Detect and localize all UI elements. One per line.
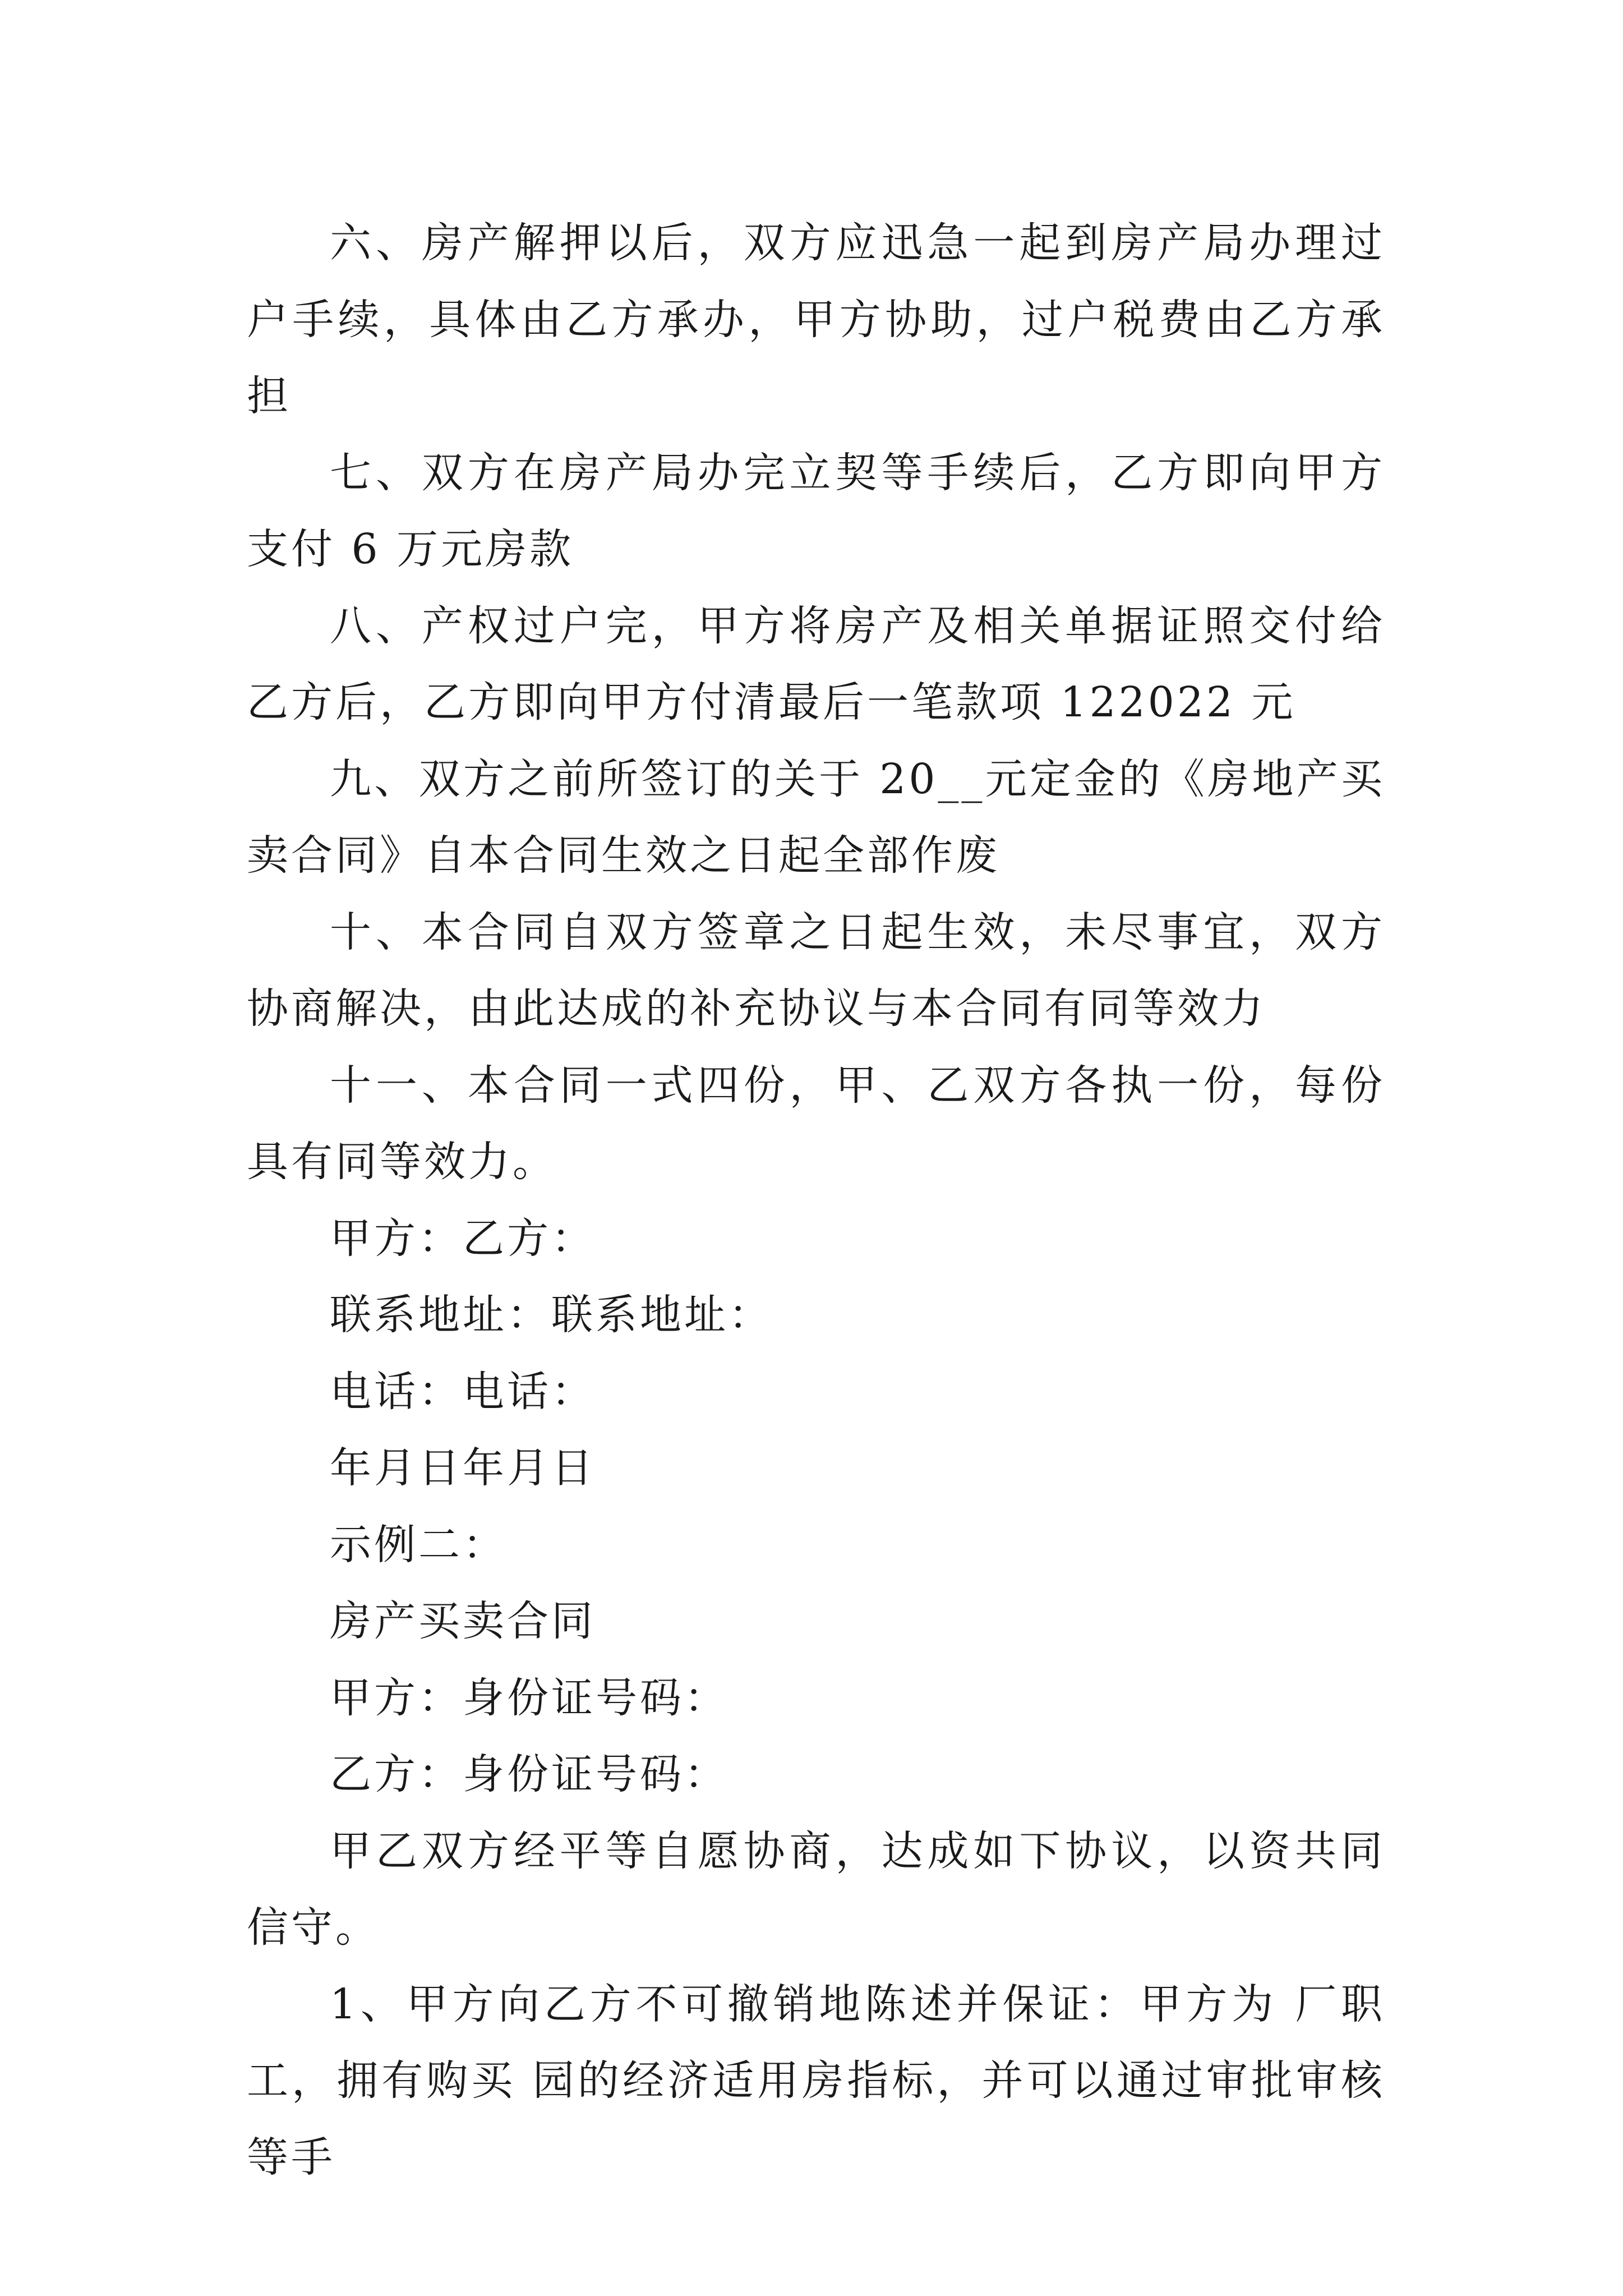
contract-title: 房产买卖合同 [330,1597,596,1645]
signature-party-line: 甲方：乙方： [330,1214,596,1263]
signature-address-line: 联系地址：联系地址： [330,1291,773,1339]
signature-phone-line: 电话：电话： [330,1367,596,1416]
signature-date-line: 年月日年月日 [330,1444,596,1492]
clause-1: 1、甲方向乙方不可撤销地陈述并保证：甲方为 厂职工，拥有购买 园的经济适用房指标，并可以通过审批审核等手 [247,1980,1385,2182]
agreement-preamble: 甲乙双方经平等自愿协商，达成如下协议，以资共同信守。 [247,1826,1385,1952]
document-body [247,205,1385,2196]
paragraph-6: 六、房产解押以后，双方应迅急一起到房产局办理过户手续，具体由乙方承办，甲方协助，过户税费由乙方承担 [247,219,1385,420]
paragraph-10: 十、本合同自双方签章之日起生效，未尽事宜，双方协商解决，由此达成的补充协议与本合同有同等效力 [247,908,1385,1033]
party-b-line: 乙方：身份证号码： [330,1750,728,1798]
paragraph-7: 七、双方在房产局办完立契等手续后，乙方即向甲方支付 6 万元房款 [247,448,1385,573]
paragraph-9: 九、双方之前所签订的关于 20__元定金的《房地产买卖合同》自本合同生效之日起全部作废 [247,754,1385,880]
paragraph-11: 十一、本合同一式四份，甲、乙双方各执一份，每份具有同等效力。 [247,1061,1385,1186]
party-a-line: 甲方：身份证号码： [330,1673,728,1722]
example-heading: 示例二： [330,1520,507,1569]
paragraph-8: 八、产权过户完，甲方将房产及相关单据证照交付给乙方后，乙方即向甲方付清最后一笔款项 122022 元 [247,601,1385,726]
